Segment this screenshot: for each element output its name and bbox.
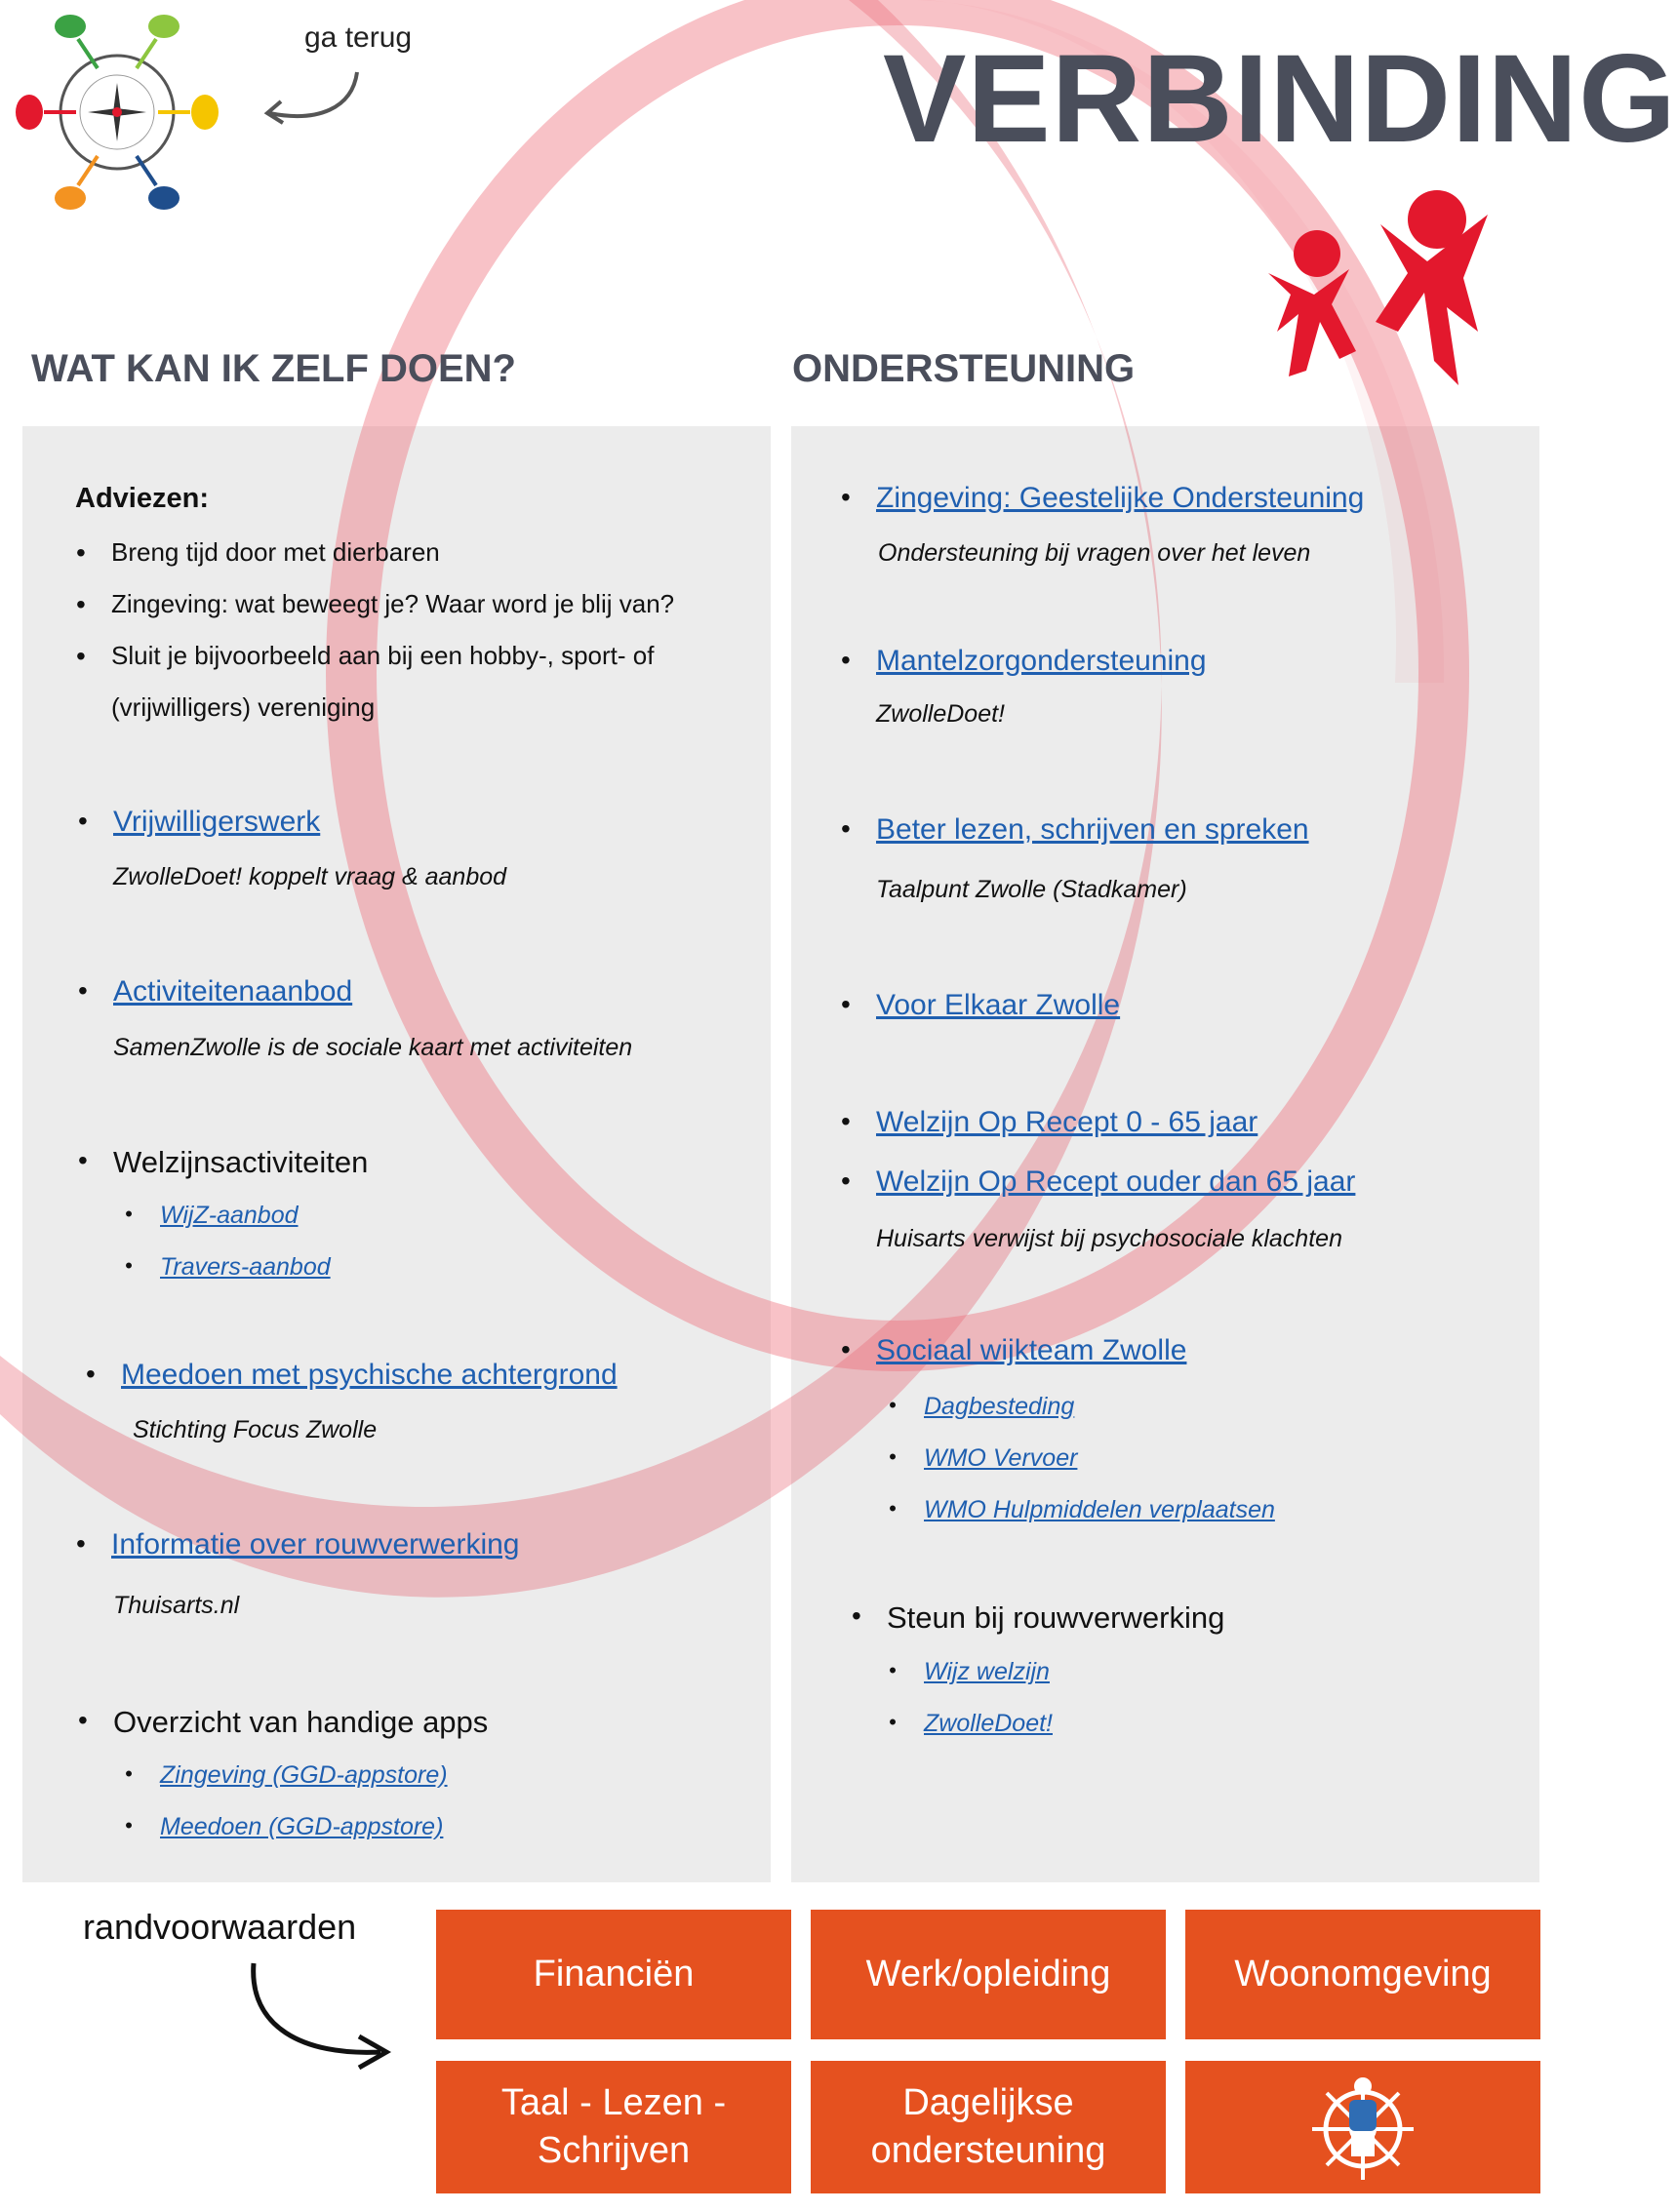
wmo-hulpmiddelen-link[interactable]: • WMO Hulpmiddelen verplaatsen [924, 1496, 1275, 1524]
activiteitenaanbod-desc: SamenZwolle is de sociale kaart met activiteiten [113, 1034, 633, 1061]
middelen-segment-icon [55, 186, 86, 210]
meedoen-desc: Stichting Focus Zwolle [133, 1416, 378, 1443]
financien-label: Financiën [533, 1953, 695, 1995]
steering-wheel-tile[interactable] [1185, 2061, 1540, 2193]
meedoen-link[interactable]: • Meedoen met psychische achtergrond [121, 1359, 618, 1392]
zingeving-ondersteuning-desc: Ondersteuning bij vragen over het leven [878, 539, 1311, 567]
arts-en-leefstijl-logo[interactable] [10, 15, 224, 210]
meedoen-app-link[interactable]: • Meedoen (GGD-appstore) [160, 1813, 443, 1841]
mantelzorg-desc: ZwolleDoet! [876, 700, 1005, 728]
beter-lezen-link[interactable]: • Beter lezen, schrijven en spreken [876, 813, 1309, 847]
zingeving-app-link[interactable]: • Zingeving (GGD-appstore) [160, 1761, 448, 1790]
welzijnsactiviteiten-label: • Welzijnsactiviteiten [113, 1145, 368, 1180]
dagelijks-tile-line-1: Dagelijkse [902, 2081, 1074, 2123]
activiteitenaanbod-link[interactable]: • Activiteitenaanbod [113, 975, 352, 1008]
financien-tile[interactable] [436, 1910, 791, 2039]
back-arrow-icon [260, 64, 367, 133]
ontspanning-segment-icon [191, 95, 219, 130]
dagelijks-tile-line-2: ondersteuning [870, 2130, 1106, 2171]
mantelzorg-link[interactable]: • Mantelzorgondersteuning [876, 645, 1207, 678]
left-column-heading: WAT KAN IK ZELF DOEN? [31, 347, 516, 390]
wijz-welzijn-link[interactable]: • Wijz welzijn [924, 1658, 1050, 1686]
advice-title: Adviezen: [75, 483, 209, 514]
advice-item-continuation: (vrijwilligers) vereniging [111, 692, 376, 722]
vrijwilligerswerk-link[interactable]: • Vrijwilligerswerk [113, 806, 320, 839]
taal-tile-line-2: Schrijven [537, 2130, 691, 2171]
woonomgeving-tile[interactable] [1185, 1910, 1540, 2039]
zingeving-ondersteuning-link[interactable]: • Zingeving: Geestelijke Ondersteuning [876, 482, 1364, 515]
taal-lezen-schrijven-tile[interactable] [436, 2061, 791, 2193]
rouwverwerking-info-desc: Thuisarts.nl [113, 1592, 240, 1619]
vrijwilligerswerk-desc: ZwolleDoet! koppelt vraag & aanbod [113, 863, 507, 890]
advice-item: • Zingeving: wat beweegt je? Waar word je blij van? [111, 589, 674, 619]
werk-opleiding-label: Werk/opleiding [865, 1953, 1111, 1995]
zingeving-segment-icon [55, 15, 86, 38]
advice-item: • Sluit je bijvoorbeeld aan bij een hobby-, sport- of [111, 641, 654, 671]
rouwverwerking-info-link[interactable]: • Informatie over rouwverwerking [111, 1528, 520, 1561]
steun-rouwverwerking-label: • Steun bij rouwverwerking [887, 1600, 1224, 1636]
wijz-aanbod-link[interactable]: • WijZ-aanbod [160, 1202, 299, 1230]
dagelijkse-ondersteuning-tile[interactable] [811, 2061, 1166, 2193]
slaap-segment-icon [148, 186, 180, 210]
zwolledoet-link[interactable]: • ZwolleDoet! [924, 1710, 1053, 1738]
advice-item: • Breng tijd door met dierbaren [111, 537, 440, 568]
curved-arrow-icon [244, 1958, 400, 2071]
sociaal-wijkteam-link[interactable]: • Sociaal wijkteam Zwolle [876, 1334, 1186, 1367]
welzijn-op-recept-jong-link[interactable]: • Welzijn Op Recept 0 - 65 jaar [876, 1106, 1258, 1139]
woonomgeving-label: Woonomgeving [1234, 1953, 1492, 1995]
welzijn-op-recept-desc: Huisarts verwijst bij psychosociale klachten [876, 1225, 1342, 1252]
ship-wheel-person-icon [1295, 2069, 1431, 2186]
verbinding-segment-icon [16, 95, 43, 130]
two-people-icon [1263, 185, 1507, 395]
beter-lezen-desc: Taalpunt Zwolle (Stadkamer) [876, 876, 1187, 903]
back-link[interactable]: ga terug [304, 21, 413, 54]
dagbesteding-link[interactable]: • Dagbesteding [924, 1393, 1074, 1421]
taal-tile-line-1: Taal - Lezen - [500, 2081, 727, 2123]
apps-label: • Overzicht van handige apps [113, 1705, 488, 1740]
welzijn-op-recept-oud-link[interactable]: • Welzijn Op Recept ouder dan 65 jaar [876, 1165, 1355, 1199]
wmo-vervoer-link[interactable]: • WMO Vervoer [924, 1444, 1077, 1473]
page-title: VERBINDING [883, 29, 1677, 169]
right-column-heading: ONDERSTEUNING [792, 347, 1136, 390]
beweging-segment-icon [148, 15, 180, 38]
voor-elkaar-zwolle-link[interactable]: • Voor Elkaar Zwolle [876, 989, 1120, 1022]
travers-aanbod-link[interactable]: • Travers-aanbod [160, 1253, 331, 1282]
randvoorwaarden-label: randvoorwaarden [83, 1907, 357, 1947]
werk-opleiding-tile[interactable] [811, 1910, 1166, 2039]
